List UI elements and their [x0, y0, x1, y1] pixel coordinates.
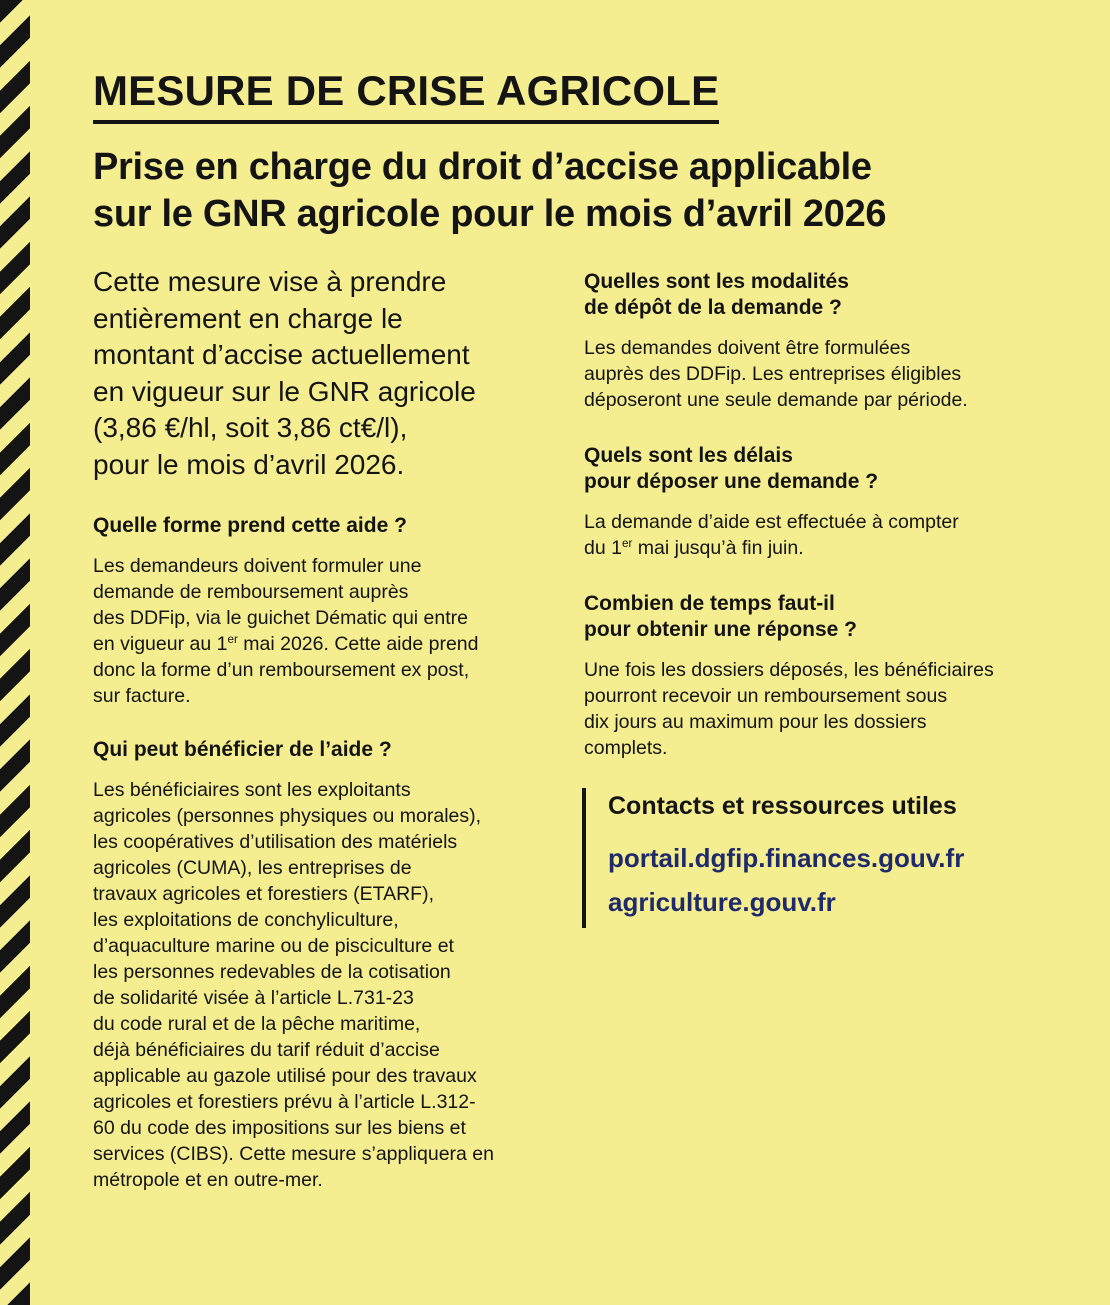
body-line: du code rural et de la pêche maritime,	[93, 1013, 421, 1035]
body-line: de solidarité visée à l’article L.731-23	[93, 987, 414, 1009]
body-line: agricoles (CUMA), les entreprises de	[93, 857, 412, 879]
body-line	[93, 633, 479, 655]
heading-line: de dépôt de la demande ?	[584, 296, 842, 319]
section-heading-aid-form: Quelle forme prend cette aide ?	[93, 514, 407, 537]
contacts-heading: Contacts et ressources utiles	[608, 792, 957, 820]
body-line: sur facture.	[93, 685, 191, 707]
body-line: métropole et en outre-mer.	[93, 1169, 323, 1191]
body-text: du 1	[584, 537, 622, 559]
title-line-2: sur le GNR agricole pour le mois d’avril 2026	[93, 193, 887, 235]
lead-paragraph	[93, 264, 543, 483]
section-heading-submission	[584, 269, 1054, 321]
contacts-box	[582, 788, 1052, 928]
section-body-eligibility	[93, 777, 543, 1193]
hazard-stripe-border	[0, 0, 30, 1305]
body-line: auprès des DDFip. Les entreprises éligibles	[584, 363, 962, 385]
body-line: pourront recevoir un remboursement sous	[584, 685, 948, 707]
body-line: agricoles (personnes physiques ou morales),	[93, 805, 482, 827]
body-line: Les demandes doivent être formulées	[584, 337, 911, 359]
body-line	[584, 537, 804, 559]
section-body-deadlines	[584, 509, 1054, 561]
kicker-label: MESURE DE CRISE AGRICOLE	[93, 68, 719, 124]
link-dgfip[interactable]: portail.dgfip.finances.gouv.fr	[608, 843, 965, 873]
body-line: agricoles et forestiers prévu à l’article L.312-	[93, 1091, 476, 1113]
body-line: Les demandeurs doivent formuler une	[93, 555, 422, 577]
body-line: Une fois les dossiers déposés, les bénéficiaires	[584, 659, 994, 681]
right-column	[584, 269, 1054, 791]
body-line: complets.	[584, 737, 668, 759]
heading-line: pour obtenir une réponse ?	[584, 618, 858, 641]
body-line: applicable au gazole utilisé pour des travaux	[93, 1065, 477, 1087]
title-line-1: Prise en charge du droit d’accise applicable	[93, 146, 872, 188]
lead-line: entièrement en charge le	[93, 302, 403, 334]
body-text: mai jusqu’à fin juin.	[632, 537, 804, 559]
body-line: La demande d’aide est effectuée à compter	[584, 511, 959, 533]
body-line: donc la forme d’un remboursement ex post,	[93, 659, 470, 681]
body-line: déjà bénéficiaires du tarif réduit d’accise	[93, 1039, 440, 1061]
heading-line: Quelles sont les modalités	[584, 270, 849, 293]
lead-line: (3,86 €/hl, soit 3,86 ct€/l),	[93, 412, 408, 443]
body-line: des DDFip, via le guichet Dématic qui entre	[93, 607, 469, 629]
body-line: services (CIBS). Cette mesure s’appliquera en	[93, 1143, 494, 1165]
body-line: les exploitations de conchyliculture,	[93, 909, 399, 931]
body-text: mai 2026. Cette aide prend	[237, 633, 479, 655]
heading-line: Quels sont les délais	[584, 444, 793, 467]
body-line: 60 du code des impositions sur les biens et	[93, 1117, 466, 1139]
section-body-aid-form	[93, 553, 543, 709]
section-heading-response-time	[584, 591, 1054, 643]
page-title	[93, 144, 1053, 238]
left-column	[93, 264, 543, 1221]
lead-line: Cette mesure vise à prendre	[93, 266, 447, 297]
body-text: en vigueur au 1	[93, 633, 228, 655]
heading-line: Combien de temps faut-il	[584, 592, 835, 615]
section-body-submission	[584, 335, 1054, 413]
body-line: travaux agricoles et forestiers (ETARF),	[93, 883, 434, 905]
body-line: les personnes redevables de la cotisation	[93, 961, 451, 983]
body-line: demande de remboursement auprès	[93, 581, 409, 603]
section-heading-eligibility: Qui peut bénéficier de l’aide ?	[93, 738, 392, 761]
ordinal-superscript: er	[227, 632, 238, 646]
section-heading-deadlines	[584, 443, 1054, 495]
heading-line: pour déposer une demande ?	[584, 470, 879, 493]
body-line: dix jours au maximum pour les dossiers	[584, 711, 927, 733]
ordinal-superscript: er	[621, 536, 633, 550]
body-line: déposeront une seule demande par période.	[584, 389, 968, 411]
body-line: les coopératives d’utilisation des matériels	[93, 831, 458, 853]
lead-line: montant d’accise actuellement	[93, 339, 470, 370]
body-line: Les bénéficiaires sont les exploitants	[93, 779, 411, 801]
lead-line: pour le mois d’avril 2026.	[93, 448, 405, 480]
link-agriculture[interactable]: agriculture.gouv.fr	[608, 887, 836, 917]
lead-line: en vigueur sur le GNR agricole	[93, 375, 476, 407]
body-line: d’aquaculture marine ou de pisciculture et	[93, 935, 454, 957]
section-body-response-time	[584, 657, 1054, 761]
